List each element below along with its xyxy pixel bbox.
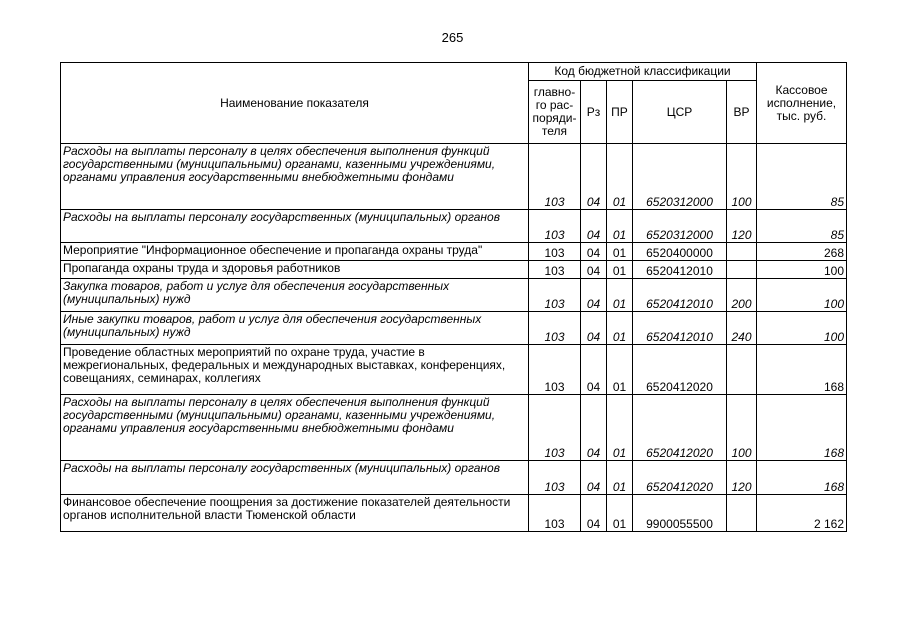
row-csr: 9900055500 xyxy=(633,495,727,532)
row-csr: 6520412020 xyxy=(633,395,727,461)
row-csr: 6520312000 xyxy=(633,210,727,243)
table-row xyxy=(61,261,847,279)
row-gl: 103 xyxy=(529,279,581,312)
row-amount: 85 xyxy=(757,144,847,210)
row-amount: 100 xyxy=(757,312,847,345)
row-csr: 6520412010 xyxy=(633,312,727,345)
row-gl: 103 xyxy=(529,495,581,532)
table-row xyxy=(61,210,847,243)
header-csr: ЦСР xyxy=(633,81,727,144)
table-row xyxy=(61,144,847,210)
row-csr: 6520312000 xyxy=(633,144,727,210)
row-amount: 168 xyxy=(757,395,847,461)
row-name: Закупка товаров, работ и услуг для обеспечения государственных (муниципальных) нужд xyxy=(61,279,529,312)
row-vr xyxy=(727,495,757,532)
row-csr: 6520412020 xyxy=(633,345,727,395)
budget-table xyxy=(60,62,847,532)
row-gl: 103 xyxy=(529,395,581,461)
row-amount: 168 xyxy=(757,461,847,495)
row-gl: 103 xyxy=(529,312,581,345)
row-rz: 04 xyxy=(581,312,607,345)
row-gl: 103 xyxy=(529,261,581,279)
header-vr: ВР xyxy=(727,81,757,144)
row-name: Расходы на выплаты персоналу в целях обеспечения выполнения функций государственными (муниципальными) органами, казенными учреждениями, органами управления государственными внебюджетными фондами xyxy=(61,395,529,461)
page-number: 265 xyxy=(441,30,464,45)
row-rz: 04 xyxy=(581,210,607,243)
row-rz: 04 xyxy=(581,261,607,279)
table-body xyxy=(61,144,847,532)
row-pr: 01 xyxy=(607,144,633,210)
row-name: Расходы на выплаты персоналу государственных (муниципальных) органов xyxy=(61,461,529,495)
row-vr: 120 xyxy=(727,461,757,495)
row-vr xyxy=(727,243,757,261)
row-name: Мероприятие "Информационное обеспечение и пропаганда охраны труда" xyxy=(61,243,529,261)
row-name: Расходы на выплаты персоналу государственных (муниципальных) органов xyxy=(61,210,529,243)
row-pr: 01 xyxy=(607,345,633,395)
row-pr: 01 xyxy=(607,312,633,345)
table-row xyxy=(61,312,847,345)
row-vr xyxy=(727,261,757,279)
row-amount: 100 xyxy=(757,261,847,279)
row-amount: 85 xyxy=(757,210,847,243)
header-amount: Кассовое исполнение, тыс. руб. xyxy=(757,63,847,144)
row-vr xyxy=(727,345,757,395)
row-csr: 6520412020 xyxy=(633,461,727,495)
row-amount: 168 xyxy=(757,345,847,395)
row-pr: 01 xyxy=(607,279,633,312)
row-name: Пропаганда охраны труда и здоровья работников xyxy=(61,261,529,279)
row-rz: 04 xyxy=(581,461,607,495)
row-rz: 04 xyxy=(581,279,607,312)
table-row xyxy=(61,279,847,312)
row-gl: 103 xyxy=(529,345,581,395)
row-pr: 01 xyxy=(607,395,633,461)
table-row xyxy=(61,495,847,532)
row-vr: 200 xyxy=(727,279,757,312)
row-name: Проведение областных мероприятий по охране труда, участие в межрегиональных, федеральных и международных выставках, конференциях, совещаниях, семинарах, коллегиях xyxy=(61,345,529,395)
row-pr: 01 xyxy=(607,461,633,495)
header-gl: главно-го рас-поряди-теля xyxy=(529,81,581,144)
row-pr: 01 xyxy=(607,495,633,532)
row-gl: 103 xyxy=(529,210,581,243)
header-code-group: Код бюджетной классификации xyxy=(529,63,757,81)
row-csr: 6520412010 xyxy=(633,261,727,279)
row-rz: 04 xyxy=(581,345,607,395)
row-vr: 100 xyxy=(727,395,757,461)
row-gl: 103 xyxy=(529,243,581,261)
row-rz: 04 xyxy=(581,243,607,261)
header-rz: Рз xyxy=(581,81,607,144)
row-vr: 240 xyxy=(727,312,757,345)
table-row xyxy=(61,243,847,261)
row-name: Расходы на выплаты персоналу в целях обеспечения выполнения функций государственными (муниципальными) органами, казенными учреждениями, органами управления государственными внебюджетными фондами xyxy=(61,144,529,210)
row-amount: 100 xyxy=(757,279,847,312)
table-row xyxy=(61,461,847,495)
row-vr: 100 xyxy=(727,144,757,210)
header-name: Наименование показателя xyxy=(61,63,529,144)
table-row xyxy=(61,395,847,461)
row-rz: 04 xyxy=(581,395,607,461)
row-pr: 01 xyxy=(607,261,633,279)
row-pr: 01 xyxy=(607,210,633,243)
row-vr: 120 xyxy=(727,210,757,243)
row-name: Финансовое обеспечение поощрения за достижение показателей деятельности органов исполнительной власти Тюменской области xyxy=(61,495,529,532)
table-row xyxy=(61,345,847,395)
row-rz: 04 xyxy=(581,144,607,210)
row-rz: 04 xyxy=(581,495,607,532)
row-gl: 103 xyxy=(529,461,581,495)
row-amount: 2 162 xyxy=(757,495,847,532)
header-pr: ПР xyxy=(607,81,633,144)
row-csr: 6520412010 xyxy=(633,279,727,312)
row-name: Иные закупки товаров, работ и услуг для обеспечения государственных (муниципальных) нужд xyxy=(61,312,529,345)
row-gl: 103 xyxy=(529,144,581,210)
row-amount: 268 xyxy=(757,243,847,261)
row-pr: 01 xyxy=(607,243,633,261)
row-csr: 6520400000 xyxy=(633,243,727,261)
